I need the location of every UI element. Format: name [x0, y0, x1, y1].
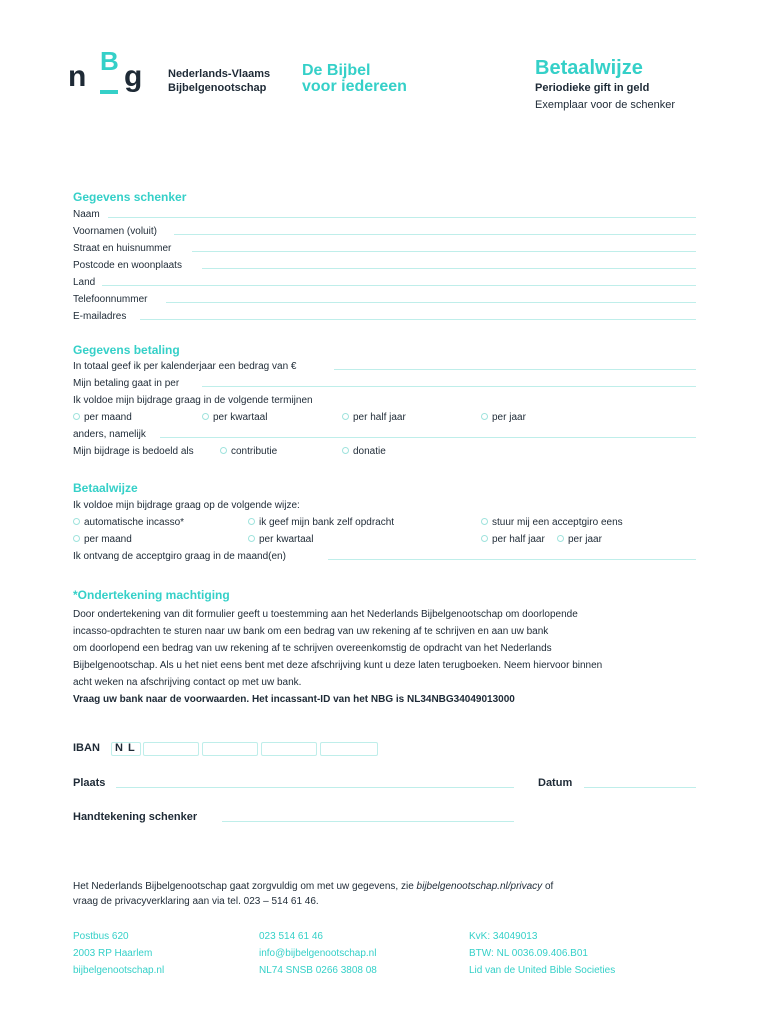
footer-contact [259, 928, 377, 979]
footer-bank-account: NL74 SNSB 0266 3808 08 [259, 965, 377, 976]
footer-address [73, 928, 164, 979]
field-line-land[interactable] [102, 285, 696, 286]
field-label-naam: Naam [73, 209, 100, 220]
footer-website[interactable]: bijbelgenootschap.nl [73, 965, 165, 976]
radio-icon[interactable] [342, 413, 349, 420]
radio-icon[interactable] [481, 518, 488, 525]
field-line-naam[interactable] [108, 217, 696, 218]
method-freq-jaar[interactable]: per jaar [557, 533, 602, 547]
radio-icon[interactable] [342, 447, 349, 454]
mandate-bold-line: Vraag uw bank naar de voorwaarden. Het incassant-ID van het NBG is NL34NBG34049013000 [73, 694, 515, 705]
org-name-line2: Bijbelgenootschap [168, 82, 267, 94]
date-label: Datum [538, 777, 573, 789]
method-intro: Ik voldoe mijn bijdrage graag op de volgende wijze: [73, 500, 300, 511]
radio-icon[interactable] [73, 518, 80, 525]
method-section-title: Betaalwijze [73, 481, 138, 495]
radio-icon[interactable] [557, 535, 564, 542]
footer-registration [469, 928, 615, 979]
radio-icon[interactable] [73, 535, 80, 542]
term-option-maand[interactable]: per maand [73, 411, 132, 425]
slogan-line2: voor iedereen [302, 78, 407, 95]
amount-line[interactable] [334, 369, 696, 370]
method-option-incasso[interactable]: automatische incasso* [73, 516, 184, 530]
mandate-line: incasso-opdrachten te sturen naar uw bank om een bedrag van uw rekening af te schrijven en aan uw bank [73, 626, 549, 637]
field-line-voornamen[interactable] [174, 234, 696, 235]
svg-text:n: n [68, 60, 87, 93]
document-title: Betaalwijze [535, 57, 643, 79]
other-term-line[interactable] [160, 437, 696, 438]
purpose-option-contributie[interactable]: contributie [220, 445, 277, 459]
privacy-text-end: of [542, 881, 554, 892]
org-name [168, 67, 270, 95]
iban-prefix-n: N [115, 742, 123, 754]
field-label-straat: Straat en huisnummer [73, 243, 172, 254]
start-label: Mijn betaling gaat in per [73, 378, 180, 389]
purpose-label: Mijn bijdrage is bedoeld als [73, 446, 194, 457]
signature-label: Handtekening schenker [73, 811, 198, 823]
term-option-halfjaar[interactable]: per half jaar [342, 411, 406, 425]
month-line[interactable] [328, 559, 696, 560]
copy-note: Exemplaar voor de schenker [535, 99, 676, 111]
start-line[interactable] [202, 386, 696, 387]
iban-label: IBAN [73, 742, 100, 754]
method-freq-kwartaal[interactable]: per kwartaal [248, 533, 313, 547]
svg-text:g: g [124, 60, 143, 93]
mandate-line: Bijbelgenootschap. Als u het niet eens bent met deze afschrijving kunt u deze laten terugboeken. Neem hiervoor binnen [73, 660, 603, 671]
field-line-telefoon[interactable] [166, 302, 696, 303]
slogan-line1: De Bijbel [302, 62, 371, 79]
method-option-acceptgiro[interactable]: stuur mij een acceptgiro eens [481, 516, 623, 530]
mandate-line: om doorlopend een bedrag van uw rekening af te schrijven overeenkomstig de opdracht van het Nederlands [73, 643, 552, 654]
other-term-label: anders, namelijk [73, 429, 146, 440]
iban-box-3[interactable] [261, 742, 317, 756]
method-freq-halfjaar[interactable]: per half jaar [481, 533, 545, 547]
privacy-line2: vraag de privacyverklaring aan via tel. 023 – 514 61 46. [73, 896, 319, 907]
amount-label: In totaal geef ik per kalenderjaar een bedrag van € [73, 361, 297, 372]
iban-prefix-l: L [128, 742, 135, 754]
purpose-option-donatie[interactable]: donatie [342, 445, 386, 459]
nbg-logo [68, 48, 152, 102]
footer-btw: BTW: NL 0036.09.406.B01 [469, 948, 588, 959]
terms-label: Ik voldoe mijn bijdrage graag in de volgende termijnen [73, 395, 313, 406]
privacy-text: Het Nederlands Bijbelgenootschap gaat zorgvuldig om met uw gegevens, zie [73, 881, 417, 892]
footer-kvk: KvK: 34049013 [469, 931, 538, 942]
radio-icon[interactable] [248, 535, 255, 542]
month-label: Ik ontvang de acceptgiro graag in de maand(en) [73, 551, 286, 562]
mandate-line: Door ondertekening van dit formulier geeft u toestemming aan het Nederlands Bijbelgenootschap om doorlopende [73, 609, 578, 620]
radio-icon[interactable] [73, 413, 80, 420]
field-label-postcode: Postcode en woonplaats [73, 260, 182, 271]
radio-icon[interactable] [202, 413, 209, 420]
org-name-line1: Nederlands-Vlaams [168, 68, 271, 80]
field-label-email: E-mailadres [73, 311, 127, 322]
radio-icon[interactable] [481, 535, 488, 542]
iban-box-1[interactable] [143, 742, 199, 756]
mandate-section-title: *Ondertekening machtiging [73, 588, 230, 602]
footer-city: 2003 RP Haarlem [73, 948, 153, 959]
method-freq-maand[interactable]: per maand [73, 533, 132, 547]
donor-section-title: Gegevens schenker [73, 190, 187, 204]
privacy-note [73, 879, 693, 909]
radio-icon[interactable] [220, 447, 227, 454]
place-label: Plaats [73, 777, 106, 789]
privacy-link[interactable]: bijbelgenootschap.nl/privacy [416, 881, 543, 892]
payment-section-title: Gegevens betaling [73, 343, 180, 357]
mandate-line: acht weken na afschrijving contact op met uw bank. [73, 677, 302, 688]
radio-icon[interactable] [481, 413, 488, 420]
footer-email[interactable]: info@bijbelgenootschap.nl [259, 948, 377, 959]
svg-text:B: B [100, 48, 119, 76]
mandate-text [73, 606, 703, 708]
field-label-voornamen: Voornamen (voluit) [73, 226, 157, 237]
footer-postbus: Postbus 620 [73, 931, 129, 942]
term-option-jaar[interactable]: per jaar [481, 411, 526, 425]
field-label-telefoon: Telefoonnummer [73, 294, 148, 305]
field-line-postcode[interactable] [202, 268, 696, 269]
footer-phone: 023 514 61 46 [259, 931, 323, 942]
field-label-land: Land [73, 277, 96, 288]
method-option-zelf[interactable]: ik geef mijn bank zelf opdracht [248, 516, 394, 530]
iban-box-4[interactable] [320, 742, 378, 756]
date-line[interactable] [584, 787, 696, 788]
field-line-email[interactable] [140, 319, 696, 320]
place-line[interactable] [116, 787, 514, 788]
iban-box-2[interactable] [202, 742, 258, 756]
radio-icon[interactable] [248, 518, 255, 525]
signature-line[interactable] [222, 821, 514, 822]
slogan [302, 63, 407, 95]
field-line-straat[interactable] [192, 251, 696, 252]
term-option-kwartaal[interactable]: per kwartaal [202, 411, 267, 425]
footer-ubs: Lid van de United Bible Societies [469, 965, 616, 976]
document-subtitle: Periodieke gift in geld [535, 82, 650, 94]
